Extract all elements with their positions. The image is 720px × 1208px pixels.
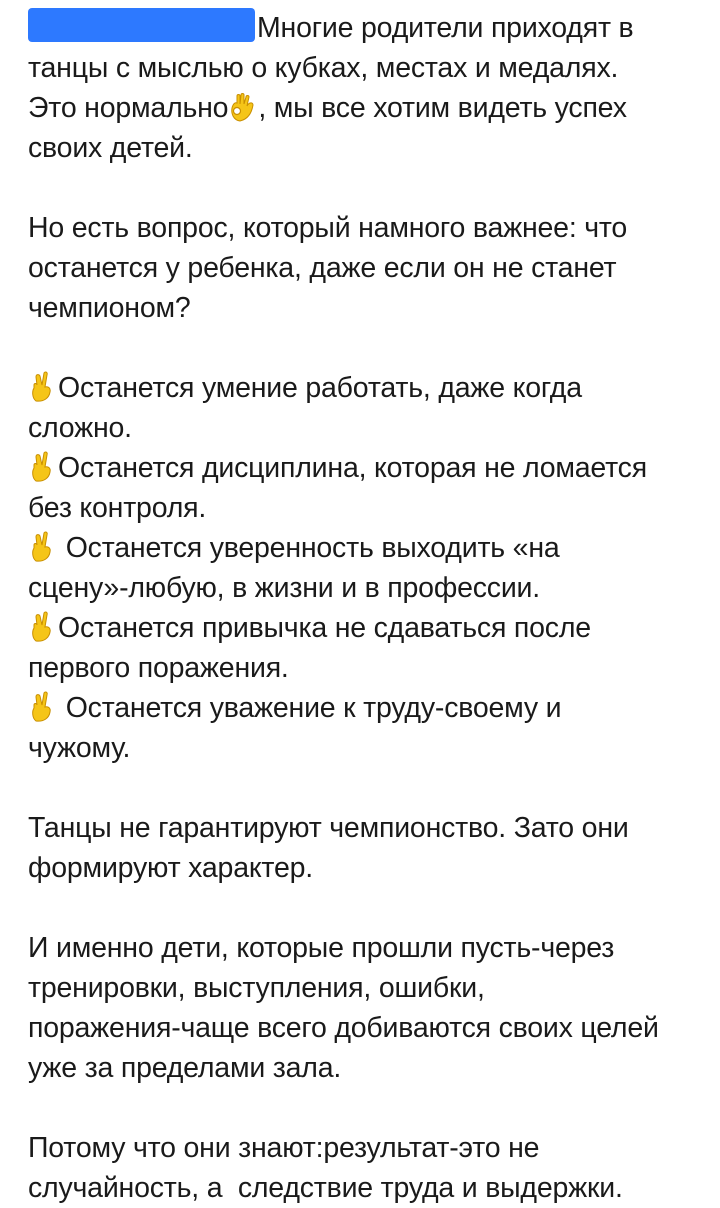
text-fragment: Останется привычка не сдаваться после [58, 612, 591, 644]
text-line: без контроля. [28, 492, 207, 524]
text-line: поражения-чаще всего добиваются своих целей [28, 1012, 659, 1044]
victory-hand-icon [28, 531, 58, 563]
paragraph-character [28, 808, 700, 888]
text-fragment: Многие родители приходят в [257, 12, 634, 44]
text-line: чужому. [28, 732, 131, 764]
text-fragment: Останется уважение к труду-своему и [58, 692, 562, 724]
text-line: случайность, а следствие труда и выдержки. [28, 1172, 623, 1204]
text-fragment: Останется уверенность выходить «на [58, 532, 560, 564]
text-line: танцы с мыслью о кубках, местах и медалях. [28, 52, 619, 84]
text-line: останется у ребенка, даже если он не станет [28, 252, 617, 284]
text-line: формируют характер. [28, 852, 313, 884]
victory-hand-icon [28, 691, 58, 723]
list-item [28, 368, 700, 408]
text-line: первого поражения. [28, 652, 289, 684]
victory-hand-icon [28, 451, 58, 483]
paragraph-list [28, 368, 700, 768]
text-fragment: Останется умение работать, даже когда [58, 372, 582, 404]
text-line: И именно дети, которые прошли пусть-через [28, 932, 615, 964]
text-fragment: Останется дисциплина, которая не ломается [58, 452, 647, 484]
victory-hand-icon [28, 371, 58, 403]
paragraph-children [28, 928, 700, 1088]
text-line: Танцы не гарантируют чемпионство. Зато они [28, 812, 629, 844]
text-line: сцену»-любую, в жизни и в профессии. [28, 572, 540, 604]
paragraph-conclusion [28, 1128, 700, 1208]
text-line: Но есть вопрос, который намного важнее: что [28, 212, 628, 244]
text-line: Потому что они знают:результат-это не [28, 1132, 540, 1164]
text-fragment: Это нормально [28, 92, 229, 124]
list-item [28, 448, 700, 488]
text-line [28, 88, 700, 128]
post-text [28, 8, 700, 1208]
list-item [28, 528, 700, 568]
text-line [28, 8, 700, 48]
text-line: чемпионом? [28, 292, 191, 324]
paragraph-intro [28, 8, 700, 168]
list-item [28, 688, 700, 728]
text-line: сложно. [28, 412, 132, 444]
text-fragment: , мы все хотим видеть успех [258, 92, 627, 124]
victory-hand-icon [28, 611, 58, 643]
text-line: тренировки, выступления, ошибки, [28, 972, 485, 1004]
redacted-name [28, 8, 255, 42]
text-line: уже за пределами зала. [28, 1052, 342, 1084]
ok-hand-icon [228, 91, 258, 123]
paragraph-question [28, 208, 700, 328]
text-line: своих детей. [28, 132, 193, 164]
list-item [28, 608, 700, 648]
